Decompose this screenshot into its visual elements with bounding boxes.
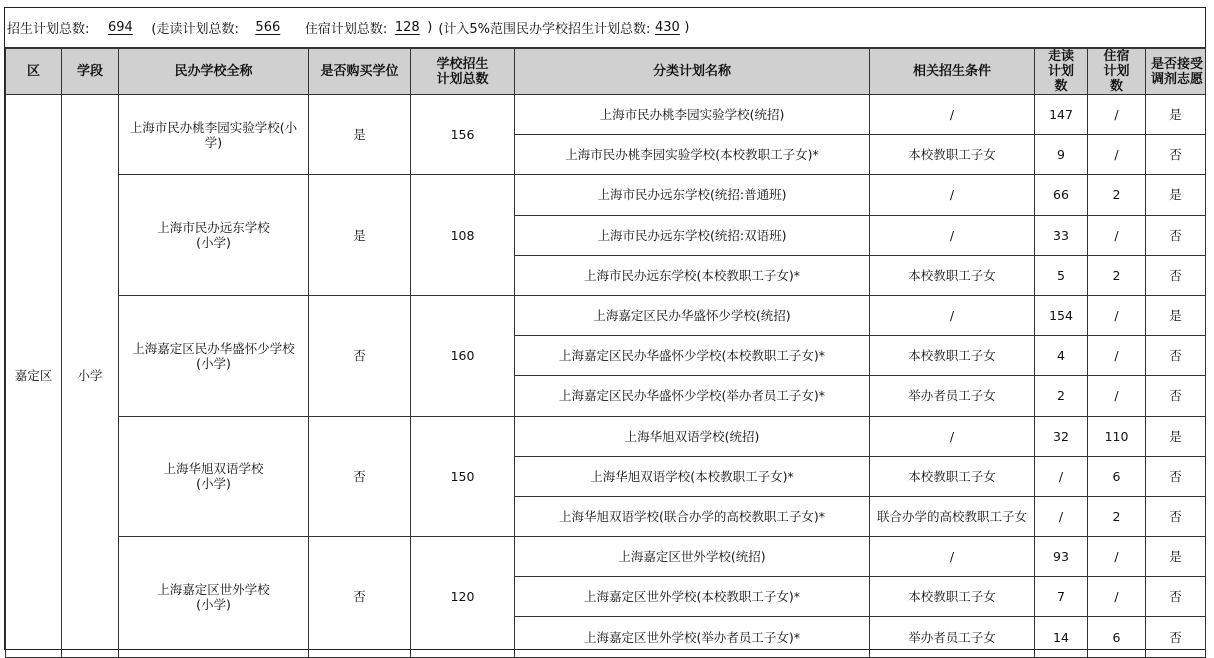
boarding-total-value: 128 [394, 20, 420, 35]
adjust-cell: 是 [1146, 295, 1206, 335]
condition-cell: / [870, 95, 1035, 135]
enrollment-table [5, 48, 1206, 658]
header-conditions: 相关招生条件 [870, 49, 1035, 95]
category-cell: 上海市民办远东学校(本校教职工子女)* [515, 255, 870, 295]
adjust-cell: 否 [1146, 215, 1206, 255]
condition-cell: 本校教职工子女 [870, 577, 1035, 617]
school-name-cell: 上海华旭双语学校(小学) [119, 416, 309, 537]
boarding-plan-cell: 6 [1088, 617, 1146, 657]
day-total-value: 566 [255, 20, 281, 35]
day-plan-cell: 147 [1035, 95, 1088, 135]
adjust-cell: 是 [1146, 175, 1206, 215]
day-total-label: (走读计划总数: [151, 22, 239, 37]
boarding-plan-cell: / [1088, 215, 1146, 255]
school-total-cell: 120 [411, 537, 515, 658]
condition-cell: / [870, 215, 1035, 255]
boarding-plan-cell: / [1088, 95, 1146, 135]
category-cell: 上海华旭双语学校(联合办学的高校教职工子女)* [515, 496, 870, 536]
day-plan-cell: 9 [1035, 135, 1088, 175]
school-name-cell: 上海市民办远东学校(小学) [119, 175, 309, 296]
district-cell: 嘉定区 [6, 95, 62, 658]
buy-degree-cell: 否 [309, 295, 411, 416]
adjust-cell: 是 [1146, 537, 1206, 577]
adjust-cell: 否 [1146, 456, 1206, 496]
table-row [6, 416, 1206, 456]
header-school-total: 学校招生计划总数 [411, 49, 515, 95]
boarding-total-label: 住宿计划总数: [304, 22, 388, 37]
private5-total-label: (计入5%范围民办学校招生计划总数: [438, 22, 651, 37]
header-boarding-plan: 住宿计划数 [1088, 49, 1146, 95]
condition-cell: 本校教职工子女 [870, 456, 1035, 496]
enroll-total-value: 694 [107, 20, 133, 35]
adjust-cell: 是 [1146, 416, 1206, 456]
table-row [6, 175, 1206, 215]
school-name-cell: 上海市民办桃李园实验学校(小学) [119, 95, 309, 175]
day-plan-cell: 93 [1035, 537, 1088, 577]
day-plan-cell: 4 [1035, 336, 1088, 376]
category-cell: 上海市民办桃李园实验学校(统招) [515, 95, 870, 135]
school-name-cell: 上海嘉定区世外学校(小学) [119, 537, 309, 658]
day-plan-cell: 66 [1035, 175, 1088, 215]
category-cell: 上海嘉定区世外学校(本校教职工子女)* [515, 577, 870, 617]
category-cell: 上海嘉定区民办华盛怀少学校(举办者员工子女)* [515, 376, 870, 416]
boarding-plan-cell: / [1088, 295, 1146, 335]
category-cell: 上海嘉定区民办华盛怀少学校(本校教职工子女)* [515, 336, 870, 376]
condition-cell: 本校教职工子女 [870, 135, 1035, 175]
header-buy-degree: 是否购买学位 [309, 49, 411, 95]
condition-cell: / [870, 537, 1035, 577]
adjust-cell: 否 [1146, 135, 1206, 175]
buy-degree-cell: 是 [309, 95, 411, 175]
private5-total-value: 430 [654, 20, 680, 35]
day-plan-cell: / [1035, 496, 1088, 536]
boarding-plan-cell: 2 [1088, 255, 1146, 295]
day-plan-cell: 32 [1035, 416, 1088, 456]
condition-cell: / [870, 416, 1035, 456]
table-row [6, 295, 1206, 335]
boarding-plan-cell: 6 [1088, 456, 1146, 496]
school-total-cell: 156 [411, 95, 515, 175]
day-plan-cell: 2 [1035, 376, 1088, 416]
school-total-cell: 160 [411, 295, 515, 416]
day-plan-cell: / [1035, 456, 1088, 496]
category-cell: 上海嘉定区世外学校(统招) [515, 537, 870, 577]
boarding-plan-cell: 2 [1088, 175, 1146, 215]
header-stage: 学段 [62, 49, 119, 95]
private5-total-close: ) [684, 20, 690, 35]
day-plan-cell: 14 [1035, 617, 1088, 657]
school-total-cell: 150 [411, 416, 515, 537]
category-cell: 上海市民办远东学校(统招:双语班) [515, 215, 870, 255]
buy-degree-cell: 否 [309, 416, 411, 537]
condition-cell: 举办者员工子女 [870, 617, 1035, 657]
boarding-total-close: ) [427, 20, 433, 35]
buy-degree-cell: 否 [309, 537, 411, 658]
category-cell: 上海市民办桃李园实验学校(本校教职工子女)* [515, 135, 870, 175]
category-cell: 上海华旭双语学校(本校教职工子女)* [515, 456, 870, 496]
day-plan-cell: 154 [1035, 295, 1088, 335]
school-total-cell: 108 [411, 175, 515, 296]
condition-cell: 联合办学的高校教职工子女 [870, 496, 1035, 536]
enroll-total-label: 招生计划总数: [7, 22, 90, 37]
adjust-cell: 否 [1146, 376, 1206, 416]
condition-cell: 本校教职工子女 [870, 336, 1035, 376]
boarding-plan-cell: 2 [1088, 496, 1146, 536]
adjust-cell: 否 [1146, 255, 1206, 295]
adjust-cell: 否 [1146, 496, 1206, 536]
header-accept-adjust: 是否接受调剂志愿 [1146, 49, 1206, 95]
category-cell: 上海市民办远东学校(统招:普通班) [515, 175, 870, 215]
adjust-cell: 否 [1146, 577, 1206, 617]
header-district: 区 [6, 49, 62, 95]
enrollment-plan-sheet [4, 7, 1206, 650]
buy-degree-cell: 是 [309, 175, 411, 296]
header-school-name: 民办学校全称 [119, 49, 309, 95]
header-row [6, 49, 1206, 95]
school-name-cell: 上海嘉定区民办华盛怀少学校(小学) [119, 295, 309, 416]
day-plan-cell: 33 [1035, 215, 1088, 255]
category-cell: 上海华旭双语学校(统招) [515, 416, 870, 456]
boarding-plan-cell: / [1088, 376, 1146, 416]
boarding-plan-cell: 110 [1088, 416, 1146, 456]
day-plan-cell: 7 [1035, 577, 1088, 617]
adjust-cell: 是 [1146, 95, 1206, 135]
adjust-cell: 否 [1146, 336, 1206, 376]
condition-cell: / [870, 295, 1035, 335]
header-category-name: 分类计划名称 [515, 49, 870, 95]
table-row [6, 95, 1206, 135]
category-cell: 上海嘉定区民办华盛怀少学校(统招) [515, 295, 870, 335]
condition-cell: / [870, 175, 1035, 215]
header-day-plan: 走读计划数 [1035, 49, 1088, 95]
stage-cell: 小学 [62, 95, 119, 658]
boarding-plan-cell: / [1088, 135, 1146, 175]
day-plan-cell: 5 [1035, 255, 1088, 295]
table-row [6, 537, 1206, 577]
condition-cell: 本校教职工子女 [870, 255, 1035, 295]
boarding-plan-cell: / [1088, 336, 1146, 376]
adjust-cell: 否 [1146, 617, 1206, 657]
summary-line [5, 8, 1205, 48]
boarding-plan-cell: / [1088, 577, 1146, 617]
category-cell: 上海嘉定区世外学校(举办者员工子女)* [515, 617, 870, 657]
condition-cell: 举办者员工子女 [870, 376, 1035, 416]
boarding-plan-cell: / [1088, 537, 1146, 577]
